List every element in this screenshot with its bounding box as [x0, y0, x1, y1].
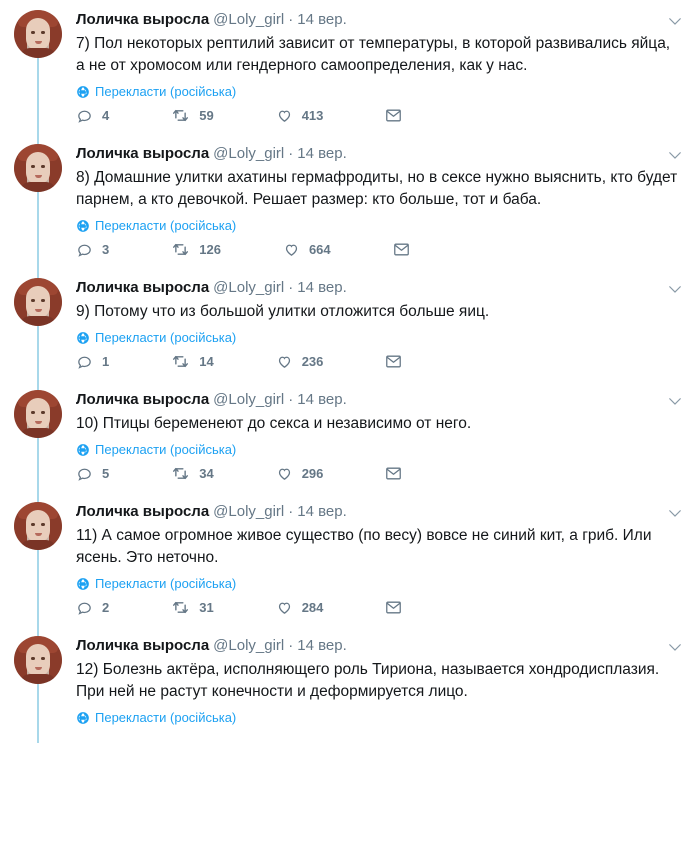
reply-icon — [76, 599, 93, 616]
like-action[interactable] — [276, 465, 324, 482]
chevron-down-icon[interactable] — [666, 504, 684, 522]
direct-message-action[interactable] — [385, 108, 402, 123]
avatar[interactable] — [14, 390, 62, 438]
tweet-actions — [76, 465, 678, 490]
header-separator: · — [288, 503, 294, 520]
author-handle[interactable]: @Loly_girl — [213, 391, 285, 408]
tweet[interactable] — [0, 268, 700, 380]
translate-link[interactable] — [76, 576, 678, 591]
direct-message-icon — [385, 466, 402, 481]
chevron-down-icon[interactable] — [666, 392, 684, 410]
author-handle[interactable]: @Loly_girl — [213, 11, 285, 28]
tweet-body — [76, 636, 686, 725]
tweet-gutter — [14, 144, 76, 266]
retweet-icon — [171, 465, 190, 482]
globe-icon — [76, 219, 90, 233]
tweet[interactable] — [0, 134, 700, 268]
author-name[interactable]: Лоличка выросла — [76, 637, 210, 654]
like-count: 296 — [301, 466, 324, 481]
retweet-icon — [171, 107, 190, 124]
tweet-timestamp[interactable]: 14 вер. — [297, 279, 347, 296]
avatar[interactable] — [14, 502, 62, 550]
globe-icon — [76, 331, 90, 345]
tweet-gutter — [14, 278, 76, 378]
tweet[interactable] — [0, 626, 700, 727]
translate-label: Перекласти (російська) — [95, 710, 237, 725]
translate-label: Перекласти (російська) — [95, 330, 237, 345]
retweet-action[interactable] — [171, 465, 213, 482]
tweet-actions — [76, 599, 678, 624]
tweet-text: 9) Потому что из большой улитки отложится больше яиц. — [76, 303, 490, 320]
retweet-count: 34 — [199, 466, 214, 481]
avatar[interactable] — [14, 278, 62, 326]
tweet-body — [76, 390, 686, 490]
retweet-action[interactable] — [171, 107, 213, 124]
globe-icon — [76, 443, 90, 457]
avatar[interactable] — [14, 144, 62, 192]
like-icon — [283, 241, 300, 258]
like-action[interactable] — [283, 241, 331, 258]
author-name[interactable]: Лоличка выросла — [76, 279, 210, 296]
reply-count: 4 — [102, 108, 110, 123]
tweet-timestamp[interactable]: 14 вер. — [297, 503, 347, 520]
like-icon — [276, 107, 293, 124]
tweet-text: 12) Болезнь актёра, исполняющего роль Тириона, называется хондродисплазия. При ней не растут конечности и деформируется лицо. — [76, 661, 660, 700]
tweet-actions — [76, 353, 678, 378]
tweet-timestamp[interactable]: 14 вер. — [297, 11, 347, 28]
chevron-down-icon[interactable] — [666, 146, 684, 164]
author-handle[interactable]: @Loly_girl — [213, 279, 285, 296]
header-separator: · — [288, 391, 294, 408]
tweet-timestamp[interactable]: 14 вер. — [297, 391, 347, 408]
like-count: 664 — [308, 242, 331, 257]
chevron-down-icon[interactable] — [666, 280, 684, 298]
reply-count: 3 — [102, 242, 110, 257]
tweet[interactable] — [0, 492, 700, 626]
translate-link[interactable] — [76, 330, 678, 345]
like-action[interactable] — [276, 353, 324, 370]
like-icon — [276, 353, 293, 370]
author-handle[interactable]: @Loly_girl — [213, 503, 285, 520]
reply-icon — [76, 107, 93, 124]
tweet-header — [76, 636, 678, 656]
author-name[interactable]: Лоличка выросла — [76, 503, 210, 520]
thread-connector-line — [37, 326, 39, 396]
translate-link[interactable] — [76, 442, 678, 457]
tweet-text: 8) Домашние улитки ахатины гермафродиты, но в сексе нужно выяснить, кто будет парнем, а кто девочкой. Решает размер: кто больше, тот и баба. — [76, 169, 678, 208]
thread-connector-line — [37, 58, 39, 150]
direct-message-icon — [385, 354, 402, 369]
globe-icon — [76, 85, 90, 99]
reply-action[interactable] — [76, 241, 109, 258]
retweet-action[interactable] — [171, 241, 221, 258]
tweet-body — [76, 502, 686, 624]
translate-label: Перекласти (російська) — [95, 84, 237, 99]
globe-icon — [76, 577, 90, 591]
tweet-actions — [76, 107, 678, 132]
tweet-actions — [76, 241, 678, 266]
reply-icon — [76, 465, 93, 482]
chevron-down-icon[interactable] — [666, 12, 684, 30]
tweet-timestamp[interactable]: 14 вер. — [297, 145, 347, 162]
reply-count: 1 — [102, 354, 110, 369]
reply-action[interactable] — [76, 353, 109, 370]
author-name[interactable]: Лоличка выросла — [76, 145, 210, 162]
header-separator: · — [288, 11, 294, 28]
tweet-gutter — [14, 10, 76, 132]
globe-icon — [76, 711, 90, 725]
tweet-text: 10) Птицы беременеют до секса и независимо от него. — [76, 415, 472, 432]
like-icon — [276, 465, 293, 482]
retweet-count: 126 — [199, 242, 221, 257]
retweet-icon — [171, 353, 190, 370]
header-separator: · — [288, 637, 294, 654]
retweet-icon — [171, 599, 190, 616]
retweet-icon — [171, 241, 190, 258]
tweet-gutter — [14, 390, 76, 490]
tweet-body — [76, 278, 686, 378]
translate-link[interactable] — [76, 710, 678, 725]
tweet-body — [76, 10, 686, 132]
translate-link[interactable] — [76, 84, 678, 99]
translate-link[interactable] — [76, 218, 678, 233]
retweet-action[interactable] — [171, 353, 213, 370]
tweet-header — [76, 278, 678, 298]
reply-count: 5 — [102, 466, 110, 481]
thread-connector-line — [37, 438, 39, 508]
retweet-count: 59 — [199, 108, 214, 123]
tweet-text: 7) Пол некоторых рептилий зависит от температуры, в которой развивались яйца, а не от хромосом или гендерного самоопределения, как у нас. — [76, 35, 671, 74]
reply-icon — [76, 241, 93, 258]
like-action[interactable] — [276, 599, 324, 616]
avatar[interactable] — [14, 10, 62, 58]
reply-action[interactable] — [76, 465, 109, 482]
tweet-header — [76, 10, 678, 30]
like-count: 413 — [301, 108, 324, 123]
retweet-action[interactable] — [171, 599, 213, 616]
author-name[interactable]: Лоличка выросла — [76, 11, 210, 28]
direct-message-action[interactable] — [385, 466, 402, 481]
tweet-body — [76, 144, 686, 266]
author-handle[interactable]: @Loly_girl — [213, 637, 285, 654]
tweet[interactable] — [0, 380, 700, 492]
tweet-timestamp[interactable]: 14 вер. — [297, 637, 347, 654]
like-action[interactable] — [276, 107, 324, 124]
direct-message-icon — [393, 242, 410, 257]
header-separator: · — [288, 145, 294, 162]
tweet-header — [76, 502, 678, 522]
thread-connector-line — [37, 684, 39, 743]
tweet-header — [76, 390, 678, 410]
direct-message-icon — [385, 108, 402, 123]
tweet-text: 11) А самое огромное живое существо (по весу) вовсе не синий кит, а гриб. Или ясень. Это неточно. — [76, 527, 652, 566]
reply-icon — [76, 353, 93, 370]
reply-action[interactable] — [76, 107, 109, 124]
translate-label: Перекласти (російська) — [95, 442, 237, 457]
direct-message-action[interactable] — [393, 242, 410, 257]
chevron-down-icon[interactable] — [666, 638, 684, 656]
like-count: 284 — [301, 600, 324, 615]
tweet[interactable] — [0, 0, 700, 134]
thread-connector-line — [37, 192, 39, 284]
tweet-header — [76, 144, 678, 164]
thread-connector-line — [37, 550, 39, 642]
retweet-count: 14 — [199, 354, 214, 369]
tweet-gutter — [14, 636, 76, 725]
reply-count: 2 — [102, 600, 110, 615]
avatar[interactable] — [14, 636, 62, 684]
author-name[interactable]: Лоличка выросла — [76, 391, 210, 408]
like-icon — [276, 599, 293, 616]
translate-label: Перекласти (російська) — [95, 576, 237, 591]
direct-message-action[interactable] — [385, 600, 402, 615]
direct-message-action[interactable] — [385, 354, 402, 369]
tweet-gutter — [14, 502, 76, 624]
translate-label: Перекласти (російська) — [95, 218, 237, 233]
author-handle[interactable]: @Loly_girl — [213, 145, 285, 162]
reply-action[interactable] — [76, 599, 109, 616]
header-separator: · — [288, 279, 294, 296]
direct-message-icon — [385, 600, 402, 615]
like-count: 236 — [301, 354, 324, 369]
retweet-count: 31 — [199, 600, 214, 615]
